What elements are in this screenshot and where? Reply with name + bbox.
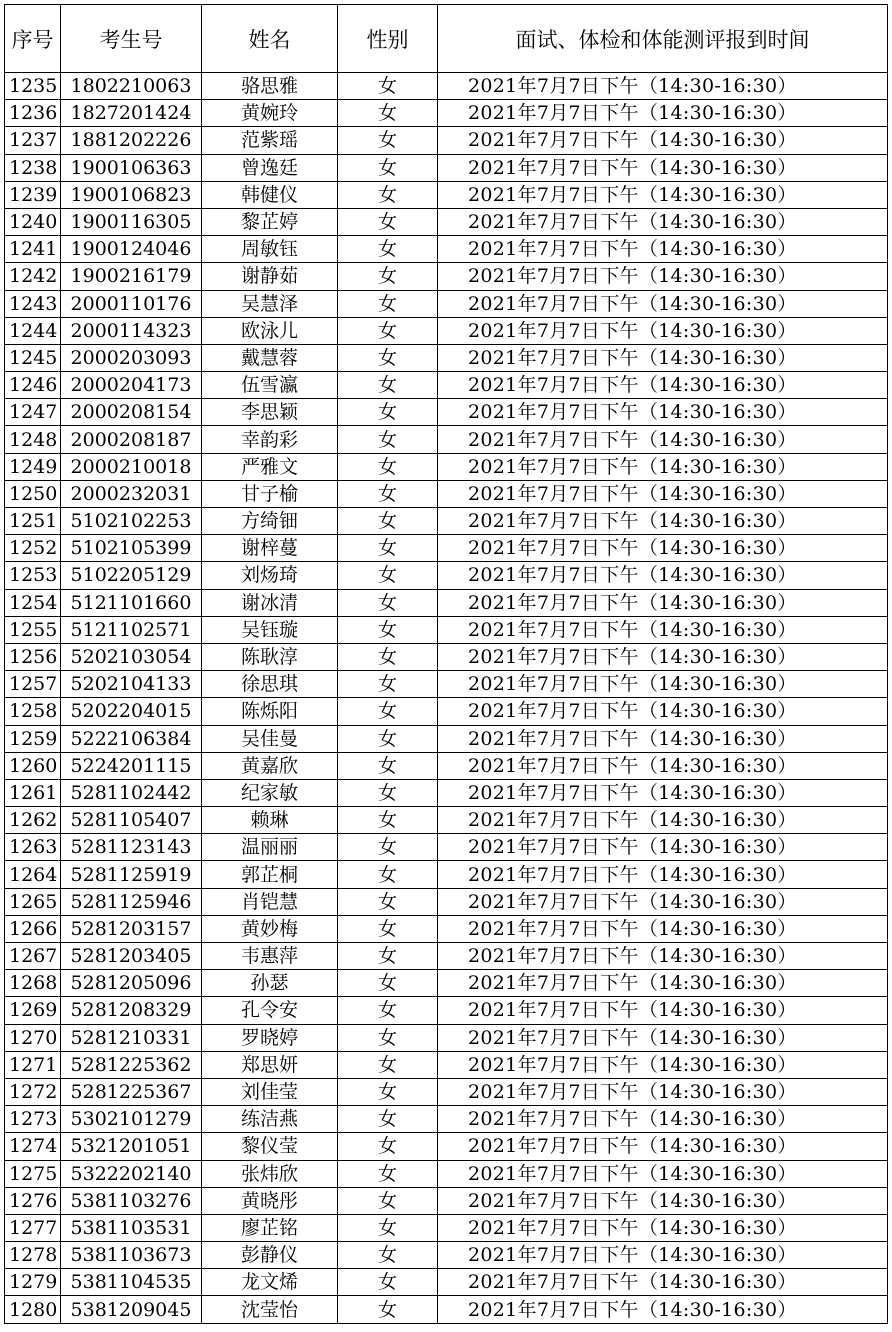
- cell-gender: 女: [338, 943, 438, 970]
- cell-gender: 女: [338, 236, 438, 263]
- cell-name: 谢静茹: [202, 263, 338, 290]
- cell-exam-number: 5281105407: [61, 807, 202, 834]
- table-row: [5, 943, 888, 970]
- cell-exam-number: 5302101279: [61, 1106, 202, 1133]
- cell-seq: 1274: [5, 1133, 61, 1160]
- cell-report-time: 2021年7月7日下午（14:30-16:30）: [438, 752, 888, 779]
- cell-name: 韩健仪: [202, 181, 338, 208]
- cell-gender: 女: [338, 399, 438, 426]
- cell-gender: 女: [338, 1051, 438, 1078]
- cell-name: 彭静仪: [202, 1242, 338, 1269]
- cell-report-time: 2021年7月7日下午（14:30-16:30）: [438, 1106, 888, 1133]
- cell-name: 黄妙梅: [202, 915, 338, 942]
- cell-report-time: 2021年7月7日下午（14:30-16:30）: [438, 725, 888, 752]
- cell-exam-number: 5202103054: [61, 643, 202, 670]
- cell-gender: 女: [338, 372, 438, 399]
- cell-name: 戴慧蓉: [202, 344, 338, 371]
- cell-exam-number: 5281203405: [61, 943, 202, 970]
- cell-gender: 女: [338, 562, 438, 589]
- table-row: [5, 997, 888, 1024]
- cell-seq: 1249: [5, 453, 61, 480]
- cell-name: 甘子榆: [202, 480, 338, 507]
- cell-report-time: 2021年7月7日下午（14:30-16:30）: [438, 562, 888, 589]
- cell-name: 张炜欣: [202, 1160, 338, 1187]
- header-name: 姓名: [202, 5, 338, 73]
- cell-report-time: 2021年7月7日下午（14:30-16:30）: [438, 834, 888, 861]
- cell-exam-number: 1900116305: [61, 208, 202, 235]
- cell-name: 陈耿淳: [202, 643, 338, 670]
- cell-name: 谢梓蔓: [202, 535, 338, 562]
- cell-seq: 1244: [5, 317, 61, 344]
- table-row: [5, 1133, 888, 1160]
- cell-report-time: 2021年7月7日下午（14:30-16:30）: [438, 426, 888, 453]
- cell-seq: 1259: [5, 725, 61, 752]
- cell-gender: 女: [338, 698, 438, 725]
- cell-exam-number: 5121101660: [61, 589, 202, 616]
- table-row: [5, 344, 888, 371]
- table-row: [5, 1160, 888, 1187]
- cell-exam-number: 1827201424: [61, 100, 202, 127]
- cell-gender: 女: [338, 181, 438, 208]
- cell-seq: 1270: [5, 1024, 61, 1051]
- cell-exam-number: 5281102442: [61, 779, 202, 806]
- cell-exam-number: 5281125919: [61, 861, 202, 888]
- cell-report-time: 2021年7月7日下午（14:30-16:30）: [438, 508, 888, 535]
- cell-name: 韦惠萍: [202, 943, 338, 970]
- cell-report-time: 2021年7月7日下午（14:30-16:30）: [438, 1078, 888, 1105]
- cell-gender: 女: [338, 861, 438, 888]
- cell-name: 肖铠慧: [202, 888, 338, 915]
- cell-name: 吴钰璇: [202, 616, 338, 643]
- cell-seq: 1239: [5, 181, 61, 208]
- table-row: [5, 100, 888, 127]
- cell-exam-number: 1900106363: [61, 154, 202, 181]
- table-row: [5, 698, 888, 725]
- cell-seq: 1245: [5, 344, 61, 371]
- cell-seq: 1279: [5, 1269, 61, 1296]
- cell-name: 吴慧泽: [202, 290, 338, 317]
- cell-name: 孙瑟: [202, 970, 338, 997]
- cell-exam-number: 5281205096: [61, 970, 202, 997]
- cell-gender: 女: [338, 426, 438, 453]
- cell-name: 黄嘉欣: [202, 752, 338, 779]
- cell-exam-number: 1802210063: [61, 73, 202, 100]
- cell-exam-number: 5121102571: [61, 616, 202, 643]
- cell-gender: 女: [338, 1106, 438, 1133]
- cell-report-time: 2021年7月7日下午（14:30-16:30）: [438, 616, 888, 643]
- cell-name: 沈莹怡: [202, 1296, 338, 1323]
- cell-exam-number: 5102205129: [61, 562, 202, 589]
- cell-gender: 女: [338, 208, 438, 235]
- cell-seq: 1241: [5, 236, 61, 263]
- table-row: [5, 861, 888, 888]
- cell-report-time: 2021年7月7日下午（14:30-16:30）: [438, 1024, 888, 1051]
- table-row: [5, 643, 888, 670]
- cell-report-time: 2021年7月7日下午（14:30-16:30）: [438, 453, 888, 480]
- cell-gender: 女: [338, 344, 438, 371]
- cell-seq: 1264: [5, 861, 61, 888]
- cell-exam-number: 5322202140: [61, 1160, 202, 1187]
- table-row: [5, 508, 888, 535]
- cell-name: 温丽丽: [202, 834, 338, 861]
- cell-report-time: 2021年7月7日下午（14:30-16:30）: [438, 589, 888, 616]
- cell-gender: 女: [338, 888, 438, 915]
- table-row: [5, 535, 888, 562]
- cell-seq: 1250: [5, 480, 61, 507]
- cell-report-time: 2021年7月7日下午（14:30-16:30）: [438, 861, 888, 888]
- cell-seq: 1265: [5, 888, 61, 915]
- table-row: [5, 1078, 888, 1105]
- table-row: [5, 779, 888, 806]
- cell-name: 郑思妍: [202, 1051, 338, 1078]
- cell-report-time: 2021年7月7日下午（14:30-16:30）: [438, 997, 888, 1024]
- cell-exam-number: 2000232031: [61, 480, 202, 507]
- table-row: [5, 562, 888, 589]
- cell-report-time: 2021年7月7日下午（14:30-16:30）: [438, 480, 888, 507]
- cell-seq: 1236: [5, 100, 61, 127]
- cell-gender: 女: [338, 1133, 438, 1160]
- cell-seq: 1267: [5, 943, 61, 970]
- cell-seq: 1280: [5, 1296, 61, 1323]
- table-row: [5, 888, 888, 915]
- cell-report-time: 2021年7月7日下午（14:30-16:30）: [438, 181, 888, 208]
- cell-name: 吴佳曼: [202, 725, 338, 752]
- cell-gender: 女: [338, 154, 438, 181]
- table-body: [5, 73, 888, 1324]
- cell-exam-number: 5224201115: [61, 752, 202, 779]
- cell-gender: 女: [338, 970, 438, 997]
- cell-gender: 女: [338, 1024, 438, 1051]
- cell-gender: 女: [338, 263, 438, 290]
- cell-exam-number: 5222106384: [61, 725, 202, 752]
- header-report-time: 面试、体检和体能测评报到时间: [438, 5, 888, 73]
- cell-gender: 女: [338, 127, 438, 154]
- cell-name: 范紫瑶: [202, 127, 338, 154]
- cell-seq: 1266: [5, 915, 61, 942]
- cell-name: 严雅文: [202, 453, 338, 480]
- cell-report-time: 2021年7月7日下午（14:30-16:30）: [438, 290, 888, 317]
- cell-gender: 女: [338, 589, 438, 616]
- cell-name: 幸韵彩: [202, 426, 338, 453]
- cell-report-time: 2021年7月7日下午（14:30-16:30）: [438, 1296, 888, 1323]
- cell-seq: 1238: [5, 154, 61, 181]
- cell-seq: 1269: [5, 997, 61, 1024]
- cell-seq: 1237: [5, 127, 61, 154]
- cell-seq: 1275: [5, 1160, 61, 1187]
- table-row: [5, 589, 888, 616]
- cell-gender: 女: [338, 915, 438, 942]
- cell-name: 廖芷铭: [202, 1214, 338, 1241]
- cell-gender: 女: [338, 1214, 438, 1241]
- table-row: [5, 970, 888, 997]
- cell-report-time: 2021年7月7日下午（14:30-16:30）: [438, 208, 888, 235]
- cell-gender: 女: [338, 1160, 438, 1187]
- table-row: [5, 480, 888, 507]
- cell-name: 黄晓彤: [202, 1187, 338, 1214]
- cell-exam-number: 5381103276: [61, 1187, 202, 1214]
- cell-seq: 1246: [5, 372, 61, 399]
- cell-seq: 1252: [5, 535, 61, 562]
- cell-exam-number: 2000203093: [61, 344, 202, 371]
- cell-report-time: 2021年7月7日下午（14:30-16:30）: [438, 779, 888, 806]
- cell-gender: 女: [338, 671, 438, 698]
- table-row: [5, 236, 888, 263]
- cell-gender: 女: [338, 100, 438, 127]
- cell-report-time: 2021年7月7日下午（14:30-16:30）: [438, 943, 888, 970]
- cell-exam-number: 5381103531: [61, 1214, 202, 1241]
- table-row: [5, 807, 888, 834]
- header-gender: 性别: [338, 5, 438, 73]
- table-row: [5, 1296, 888, 1323]
- cell-exam-number: 5281203157: [61, 915, 202, 942]
- cell-name: 欧泳儿: [202, 317, 338, 344]
- cell-seq: 1260: [5, 752, 61, 779]
- cell-exam-number: 5281210331: [61, 1024, 202, 1051]
- cell-seq: 1235: [5, 73, 61, 100]
- cell-seq: 1273: [5, 1106, 61, 1133]
- cell-exam-number: 5381103673: [61, 1242, 202, 1269]
- cell-exam-number: 5102105399: [61, 535, 202, 562]
- cell-gender: 女: [338, 453, 438, 480]
- cell-seq: 1253: [5, 562, 61, 589]
- cell-seq: 1263: [5, 834, 61, 861]
- cell-seq: 1254: [5, 589, 61, 616]
- table-row: [5, 1024, 888, 1051]
- cell-report-time: 2021年7月7日下午（14:30-16:30）: [438, 263, 888, 290]
- table-row: [5, 73, 888, 100]
- cell-report-time: 2021年7月7日下午（14:30-16:30）: [438, 807, 888, 834]
- cell-report-time: 2021年7月7日下午（14:30-16:30）: [438, 236, 888, 263]
- cell-gender: 女: [338, 807, 438, 834]
- cell-report-time: 2021年7月7日下午（14:30-16:30）: [438, 1187, 888, 1214]
- header-row: [5, 5, 888, 73]
- table-row: [5, 290, 888, 317]
- cell-seq: 1256: [5, 643, 61, 670]
- cell-report-time: 2021年7月7日下午（14:30-16:30）: [438, 317, 888, 344]
- cell-name: 龙文烯: [202, 1269, 338, 1296]
- cell-name: 陈烁阳: [202, 698, 338, 725]
- table-row: [5, 263, 888, 290]
- cell-exam-number: 5281225362: [61, 1051, 202, 1078]
- table-row: [5, 834, 888, 861]
- cell-seq: 1276: [5, 1187, 61, 1214]
- cell-name: 刘佳莹: [202, 1078, 338, 1105]
- cell-exam-number: 5281208329: [61, 997, 202, 1024]
- table-row: [5, 1269, 888, 1296]
- cell-report-time: 2021年7月7日下午（14:30-16:30）: [438, 399, 888, 426]
- cell-name: 谢冰清: [202, 589, 338, 616]
- cell-seq: 1243: [5, 290, 61, 317]
- cell-gender: 女: [338, 508, 438, 535]
- cell-gender: 女: [338, 997, 438, 1024]
- cell-gender: 女: [338, 616, 438, 643]
- cell-name: 曾逸廷: [202, 154, 338, 181]
- cell-exam-number: 5202104133: [61, 671, 202, 698]
- cell-name: 孔令安: [202, 997, 338, 1024]
- cell-seq: 1257: [5, 671, 61, 698]
- table-row: [5, 317, 888, 344]
- cell-name: 黎仪莹: [202, 1133, 338, 1160]
- cell-gender: 女: [338, 643, 438, 670]
- cell-exam-number: 5202204015: [61, 698, 202, 725]
- header-exam-number: 考生号: [61, 5, 202, 73]
- cell-report-time: 2021年7月7日下午（14:30-16:30）: [438, 154, 888, 181]
- cell-exam-number: 2000208154: [61, 399, 202, 426]
- cell-gender: 女: [338, 1296, 438, 1323]
- cell-report-time: 2021年7月7日下午（14:30-16:30）: [438, 1133, 888, 1160]
- cell-report-time: 2021年7月7日下午（14:30-16:30）: [438, 127, 888, 154]
- cell-seq: 1277: [5, 1214, 61, 1241]
- cell-report-time: 2021年7月7日下午（14:30-16:30）: [438, 1269, 888, 1296]
- cell-exam-number: 2000114323: [61, 317, 202, 344]
- cell-exam-number: 1881202226: [61, 127, 202, 154]
- cell-report-time: 2021年7月7日下午（14:30-16:30）: [438, 671, 888, 698]
- cell-name: 黎芷婷: [202, 208, 338, 235]
- cell-gender: 女: [338, 752, 438, 779]
- table-row: [5, 752, 888, 779]
- cell-gender: 女: [338, 725, 438, 752]
- cell-gender: 女: [338, 480, 438, 507]
- cell-report-time: 2021年7月7日下午（14:30-16:30）: [438, 535, 888, 562]
- cell-exam-number: 5381209045: [61, 1296, 202, 1323]
- cell-seq: 1271: [5, 1051, 61, 1078]
- cell-exam-number: 2000210018: [61, 453, 202, 480]
- table-row: [5, 154, 888, 181]
- cell-exam-number: 5281225367: [61, 1078, 202, 1105]
- cell-name: 骆思雅: [202, 73, 338, 100]
- table-row: [5, 671, 888, 698]
- table-row: [5, 1106, 888, 1133]
- cell-seq: 1262: [5, 807, 61, 834]
- table-row: [5, 915, 888, 942]
- cell-report-time: 2021年7月7日下午（14:30-16:30）: [438, 698, 888, 725]
- cell-report-time: 2021年7月7日下午（14:30-16:30）: [438, 970, 888, 997]
- cell-name: 赖琳: [202, 807, 338, 834]
- cell-name: 纪家敏: [202, 779, 338, 806]
- cell-seq: 1248: [5, 426, 61, 453]
- cell-seq: 1242: [5, 263, 61, 290]
- table-row: [5, 399, 888, 426]
- cell-report-time: 2021年7月7日下午（14:30-16:30）: [438, 1051, 888, 1078]
- cell-exam-number: 1900124046: [61, 236, 202, 263]
- header-seq: 序号: [5, 5, 61, 73]
- table-row: [5, 1242, 888, 1269]
- cell-name: 刘炀琦: [202, 562, 338, 589]
- cell-gender: 女: [338, 779, 438, 806]
- cell-report-time: 2021年7月7日下午（14:30-16:30）: [438, 372, 888, 399]
- table-row: [5, 1051, 888, 1078]
- cell-name: 郭芷桐: [202, 861, 338, 888]
- schedule-table: [4, 4, 888, 1324]
- cell-name: 黄婉玲: [202, 100, 338, 127]
- cell-exam-number: 5281123143: [61, 834, 202, 861]
- schedule-table-container: [4, 4, 888, 1324]
- cell-seq: 1261: [5, 779, 61, 806]
- cell-report-time: 2021年7月7日下午（14:30-16:30）: [438, 1242, 888, 1269]
- cell-name: 伍雪瀛: [202, 372, 338, 399]
- cell-exam-number: 1900216179: [61, 263, 202, 290]
- cell-exam-number: 2000110176: [61, 290, 202, 317]
- cell-exam-number: 5102102253: [61, 508, 202, 535]
- cell-exam-number: 5281125946: [61, 888, 202, 915]
- cell-name: 周敏钰: [202, 236, 338, 263]
- cell-seq: 1247: [5, 399, 61, 426]
- cell-exam-number: 2000208187: [61, 426, 202, 453]
- cell-report-time: 2021年7月7日下午（14:30-16:30）: [438, 344, 888, 371]
- cell-report-time: 2021年7月7日下午（14:30-16:30）: [438, 73, 888, 100]
- table-row: [5, 426, 888, 453]
- cell-name: 李思颖: [202, 399, 338, 426]
- cell-name: 罗晓婷: [202, 1024, 338, 1051]
- table-row: [5, 1214, 888, 1241]
- cell-seq: 1251: [5, 508, 61, 535]
- cell-report-time: 2021年7月7日下午（14:30-16:30）: [438, 100, 888, 127]
- cell-gender: 女: [338, 1242, 438, 1269]
- cell-seq: 1272: [5, 1078, 61, 1105]
- cell-seq: 1278: [5, 1242, 61, 1269]
- cell-seq: 1258: [5, 698, 61, 725]
- table-row: [5, 725, 888, 752]
- table-row: [5, 127, 888, 154]
- cell-exam-number: 2000204173: [61, 372, 202, 399]
- table-row: [5, 208, 888, 235]
- table-row: [5, 1187, 888, 1214]
- cell-name: 练洁燕: [202, 1106, 338, 1133]
- cell-exam-number: 1900106823: [61, 181, 202, 208]
- table-row: [5, 181, 888, 208]
- cell-gender: 女: [338, 73, 438, 100]
- cell-exam-number: 5321201051: [61, 1133, 202, 1160]
- cell-seq: 1268: [5, 970, 61, 997]
- cell-seq: 1255: [5, 616, 61, 643]
- cell-report-time: 2021年7月7日下午（14:30-16:30）: [438, 888, 888, 915]
- cell-gender: 女: [338, 1269, 438, 1296]
- cell-report-time: 2021年7月7日下午（14:30-16:30）: [438, 1160, 888, 1187]
- cell-gender: 女: [338, 290, 438, 317]
- cell-seq: 1240: [5, 208, 61, 235]
- table-row: [5, 616, 888, 643]
- cell-name: 徐思琪: [202, 671, 338, 698]
- table-row: [5, 372, 888, 399]
- cell-gender: 女: [338, 1187, 438, 1214]
- table-row: [5, 453, 888, 480]
- cell-name: 方绮钿: [202, 508, 338, 535]
- cell-gender: 女: [338, 1078, 438, 1105]
- cell-report-time: 2021年7月7日下午（14:30-16:30）: [438, 915, 888, 942]
- cell-exam-number: 5381104535: [61, 1269, 202, 1296]
- cell-gender: 女: [338, 834, 438, 861]
- cell-gender: 女: [338, 535, 438, 562]
- cell-report-time: 2021年7月7日下午（14:30-16:30）: [438, 643, 888, 670]
- cell-gender: 女: [338, 317, 438, 344]
- cell-report-time: 2021年7月7日下午（14:30-16:30）: [438, 1214, 888, 1241]
